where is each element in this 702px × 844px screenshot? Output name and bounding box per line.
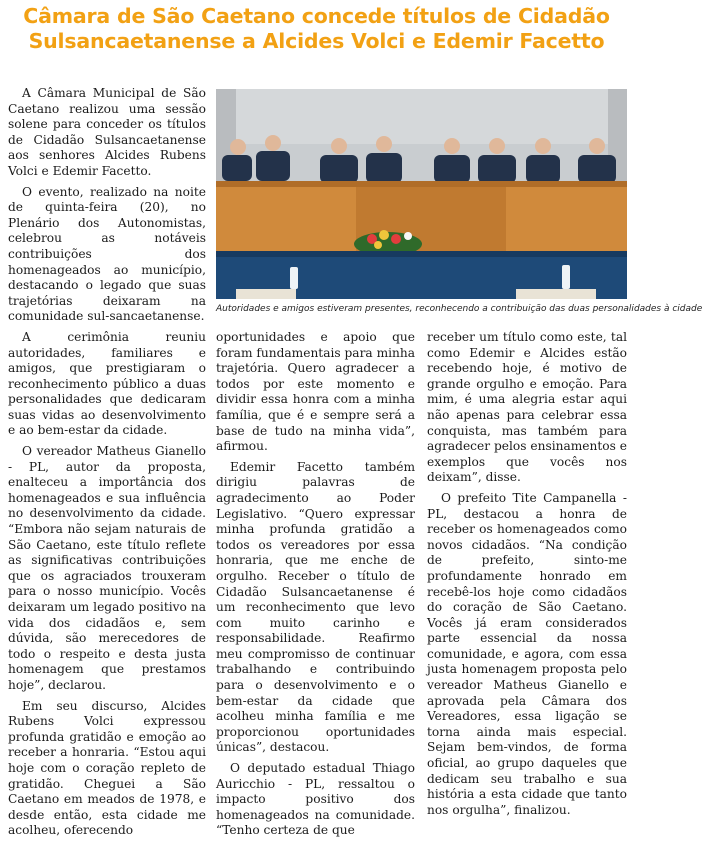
headline [0,4,633,54]
article-column-3 [427,330,627,823]
headline-line-2: Sulsancaetanense a Alcides Volci e Edemir Facetto [28,29,605,53]
session-photo [216,89,627,299]
photo-caption: Autoridades e amigos estiveram presentes, reconhecendo a contribuição das duas personalidades à cidade [216,304,702,314]
article-column-1 [8,86,206,844]
paragraph: O vereador Matheus Gianello - PL, autor da proposta, enalteceu a importância dos homenageados e sua influência no desenvolvimento da cidade. “Embora não sejam naturais de São Caetano, este título reflete as significativas contribuições que os agraciados trouxeram para o nosso município. Vocês deixaram um legado positivo na vida dos cidadãos e, sem dúvida, são merecedores de todo o respeito e desta justa homenagem que prestamos hoje”, declarou. [8,444,206,692]
paragraph: receber um título como este, tal como Edemir e Alcides estão recebendo hoje, é motivo de grande orgulho e emoção. Para mim, é uma alegria estar aqui não apenas para celebrar essa conquista, mas também para agradecer pelos ensinamentos e exemplos que vocês nos deixam”, disse. [427,330,627,485]
paragraph: O evento, realizado na noite de quinta-feira (20), no Plenário dos Autonomistas, celebrou as notáveis contribuições dos homenageados ao município, destacando o legado que suas trajetórias deixaram na comunidade sul-sancaetanense. [8,184,206,324]
paragraph: O deputado estadual Thiago Auricchio - PL, ressaltou o impacto positivo dos homenageados na comunidade. “Tenho certeza de que [216,761,415,838]
paragraph: O prefeito Tite Campanella - PL, destacou a honra de receber os homenageados como novos cidadãos. “Na condição de prefeito, sinto-me profundamente honrado em recebê-los hoje como cidadãos do coração de São Caetano. Vocês já eram considerados parte essencial da nossa comunidade, e agora, com essa justa homenagem proposta pelo vereador Matheus Gianello e aprovada pela Câmara dos Vereadores, essa ligação se torna ainda mais especial. Sejam bem-vindos, de forma oficial, ao grupo daqueles que dedicam seu trabalho e sua história a esta cidade que tanto nos orgulha”, finalizou. [427,490,627,817]
paragraph: A Câmara Municipal de São Caetano realizou uma sessão solene para conceder os títulos de Cidadão Sulsancaetanense aos senhores Alcides Rubens Volci e Edemir Facetto. [8,86,206,178]
headline-line-1: Câmara de São Caetano concede títulos de Cidadão [23,4,610,28]
paragraph: Em seu discurso, Alcides Rubens Volci expressou profunda gratidão e emoção ao receber a honraria. “Estou aqui hoje com o coração repleto de gratidão. Cheguei a São Caetano em meados de 1978, e desde então, esta cidade me acolheu, oferecendo [8,698,206,838]
article-column-2 [216,330,415,844]
paragraph: Edemir Facetto também dirigiu palavras de agradecimento ao Poder Legislativo. “Quero expressar minha profunda gratidão a todos os vereadores por essa honraria, que me enche de orgulho. Receber o título de Cidadão Sulsancaetanense é um reconhecimento que levo com muito carinho e responsabilidade. Reafirmo meu compromisso de continuar trabalhando e contribuindo para o desenvolvimento e o bem-estar da cidade que acolheu minha família e me proporcionou oportunidades únicas”, destacou. [216,459,415,755]
paragraph: A cerimônia reuniu autoridades, familiares e amigos, que prestigiaram o reconhecimento público a duas personalidades que dedicaram suas vidas ao desenvolvimento e ao bem-estar da cidade. [8,329,206,438]
paragraph: oportunidades e apoio que foram fundamentais para minha trajetória. Quero agradecer a todos por este momento e dividir essa honra com a minha família, que é e sempre será a base de tudo na minha vida”, afirmou. [216,330,415,454]
